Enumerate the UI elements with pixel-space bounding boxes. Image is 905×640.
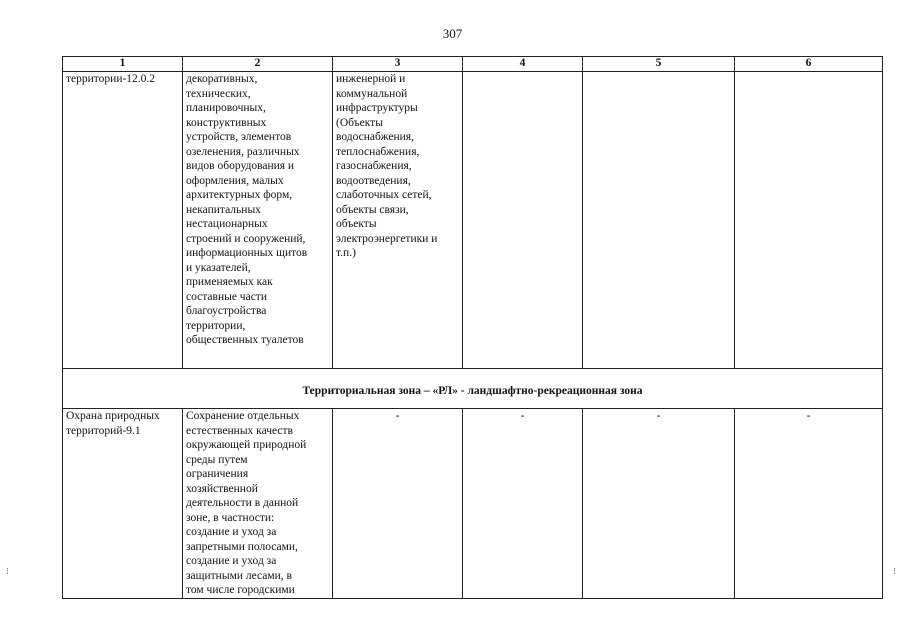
cell-col5	[583, 72, 735, 369]
cell-col6	[735, 72, 883, 369]
column-header-5: 5	[583, 57, 735, 72]
page-number: 307	[442, 26, 463, 41]
cell-col4	[463, 72, 583, 369]
cell-auxiliary-use: инженерной и коммунальной инфраструктуры (Объекты водоснабжения, теплоснабжения, газоснабжения, водоотведения, слаботочных сетей, объекты связи, объекты электроэнергетики и т.п.)	[333, 72, 463, 369]
column-header-1: 1	[63, 57, 183, 72]
cell-description: Сохранение отдельных естественных качеств окружающей природной среды путем ограничения хозяйственной деятельности в данной зоне, в частности: создание и уход за запретными полосами, создание и уход за защитными лесами, в том числе городскими	[183, 409, 333, 599]
cell-use-type: Охрана природных территорий-9.1	[63, 409, 183, 599]
cell-col4: -	[463, 409, 583, 599]
cell-col5: -	[583, 409, 735, 599]
scan-edge-mark-left: ⁝	[6, 566, 9, 576]
column-header-6: 6	[735, 57, 883, 72]
table-header-row	[63, 57, 883, 72]
cell-col6: -	[735, 409, 883, 599]
cell-use-type: территории-12.0.2	[63, 72, 183, 369]
cell-description: декоративных, технических, планировочных, конструктивных устройств, элементов озеленения, различных видов оборудования и оформления, малых архитектурных форм, некапитальных нестационарных строений и сооружений, информационных щитов и указателей, применяемых как составные части благоустройства территории, общественных туалетов	[183, 72, 333, 369]
column-header-2: 2	[183, 57, 333, 72]
zone-heading: Территориальная зона – «РЛ» - ландшафтно-рекреационная зона	[63, 369, 883, 409]
cell-auxiliary-use: -	[333, 409, 463, 599]
table-row	[63, 409, 883, 599]
column-header-3: 3	[333, 57, 463, 72]
zone-heading-row	[63, 369, 883, 409]
regulations-table	[62, 56, 883, 599]
scan-edge-mark-right: ⁝	[893, 566, 896, 576]
column-header-4: 4	[463, 57, 583, 72]
table-row	[63, 72, 883, 369]
